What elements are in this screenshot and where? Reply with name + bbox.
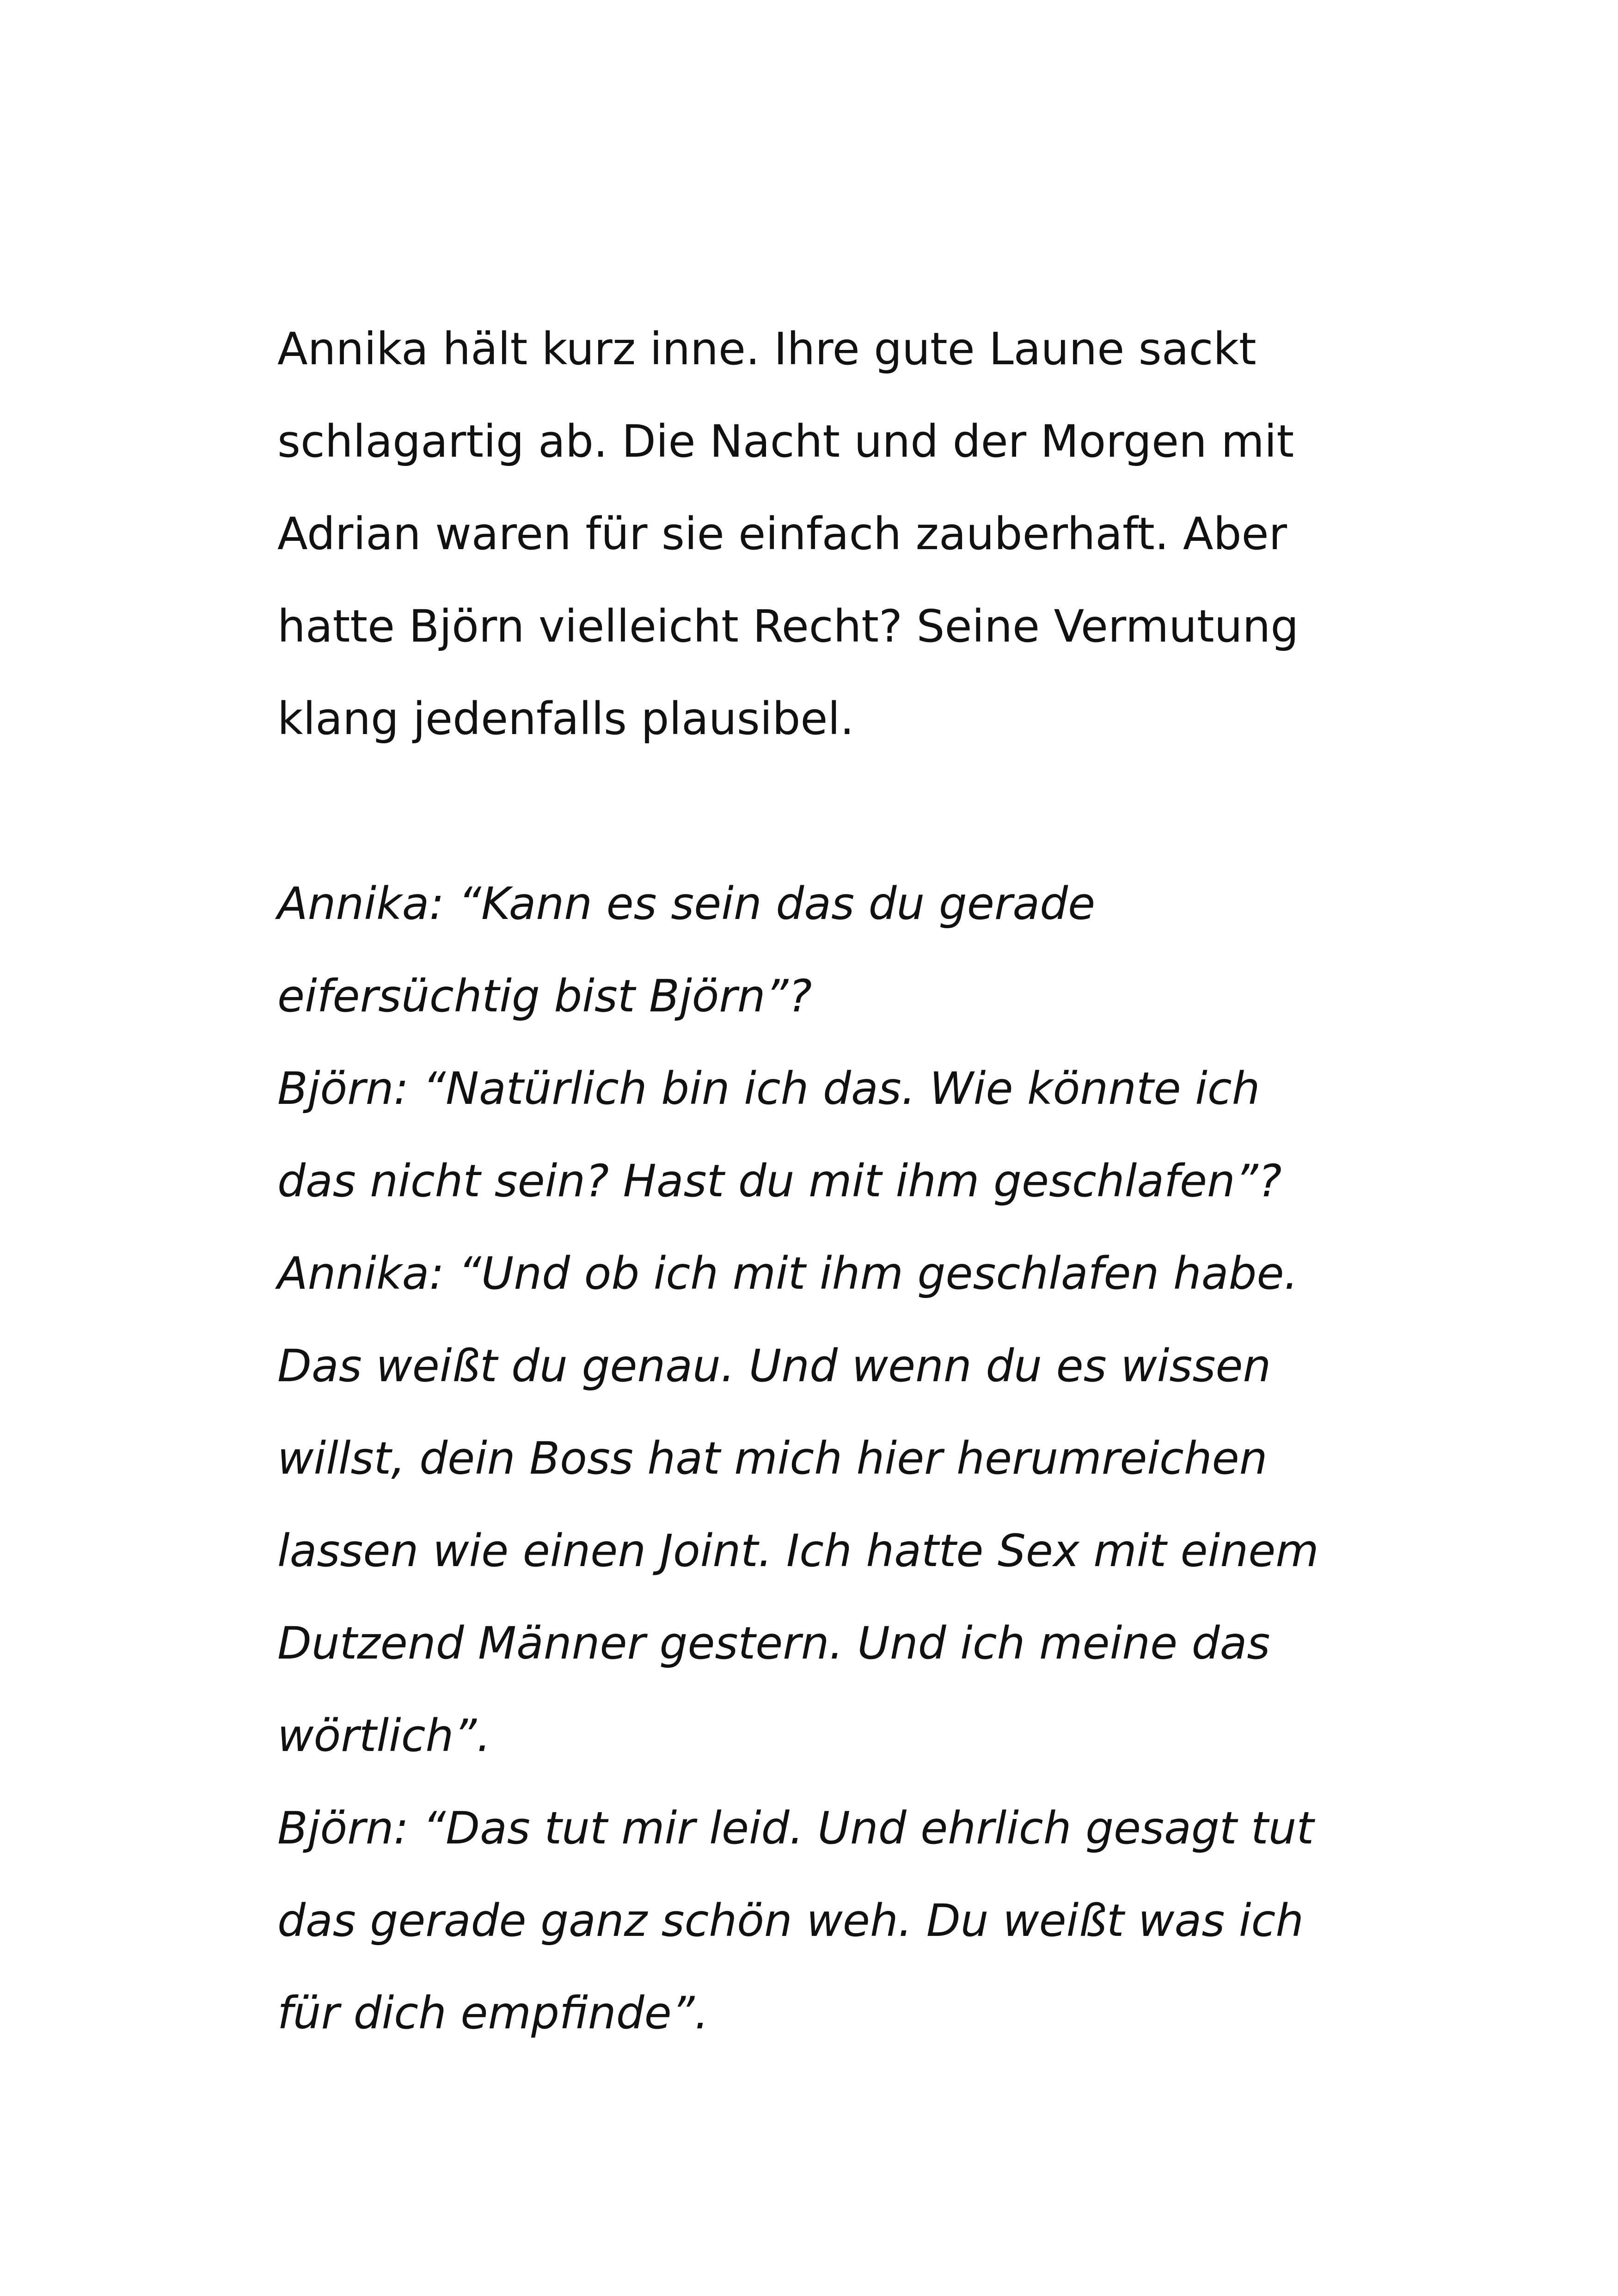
- dialogue-line: Björn: “Das tut mir leid. Und ehrlich gesagt tut: [277, 1802, 1314, 1854]
- narration-line: Annika hält kurz inne. Ihre gute Laune sackt: [277, 323, 1256, 375]
- dialogue-line: für dich empfinde”.: [277, 1987, 709, 2039]
- narration-line: klang jedenfalls plausibel.: [277, 693, 854, 745]
- dialogue-line: Annika: “Kann es sein das du gerade: [277, 878, 1096, 930]
- narration-paragraph: [277, 303, 1364, 765]
- narration-line: hatte Björn vielleicht Recht? Seine Vermutung: [277, 600, 1299, 652]
- dialogue-line: wörtlich”.: [277, 1710, 491, 1762]
- dialogue-line: eifersüchtig bist Björn”?: [277, 970, 812, 1022]
- dialogue-line: lassen wie einen Joint. Ich hatte Sex mit einem: [277, 1525, 1319, 1577]
- dialogue-line: Das weißt du genau. Und wenn du es wissen: [277, 1340, 1271, 1392]
- narration-line: schlagartig ab. Die Nacht und der Morgen mit: [277, 416, 1294, 467]
- dialogue-line: Annika: “Und ob ich mit ihm geschlafen habe.: [277, 1248, 1299, 1299]
- dialogue-line: Björn: “Natürlich bin ich das. Wie könnte ich: [277, 1063, 1260, 1114]
- dialogue-line: das gerade ganz schön weh. Du weißt was ich: [277, 1895, 1304, 1947]
- dialogue-line: das nicht sein? Hast du mit ihm geschlafen”?: [277, 1155, 1282, 1207]
- dialogue-line: Dutzend Männer gestern. Und ich meine das: [277, 1617, 1270, 1669]
- dialogue-paragraph: [277, 857, 1364, 2059]
- narration-line: Adrian waren für sie einfach zauberhaft. Aber: [277, 508, 1287, 560]
- dialogue-line: willst, dein Boss hat mich hier herumreichen: [277, 1433, 1268, 1484]
